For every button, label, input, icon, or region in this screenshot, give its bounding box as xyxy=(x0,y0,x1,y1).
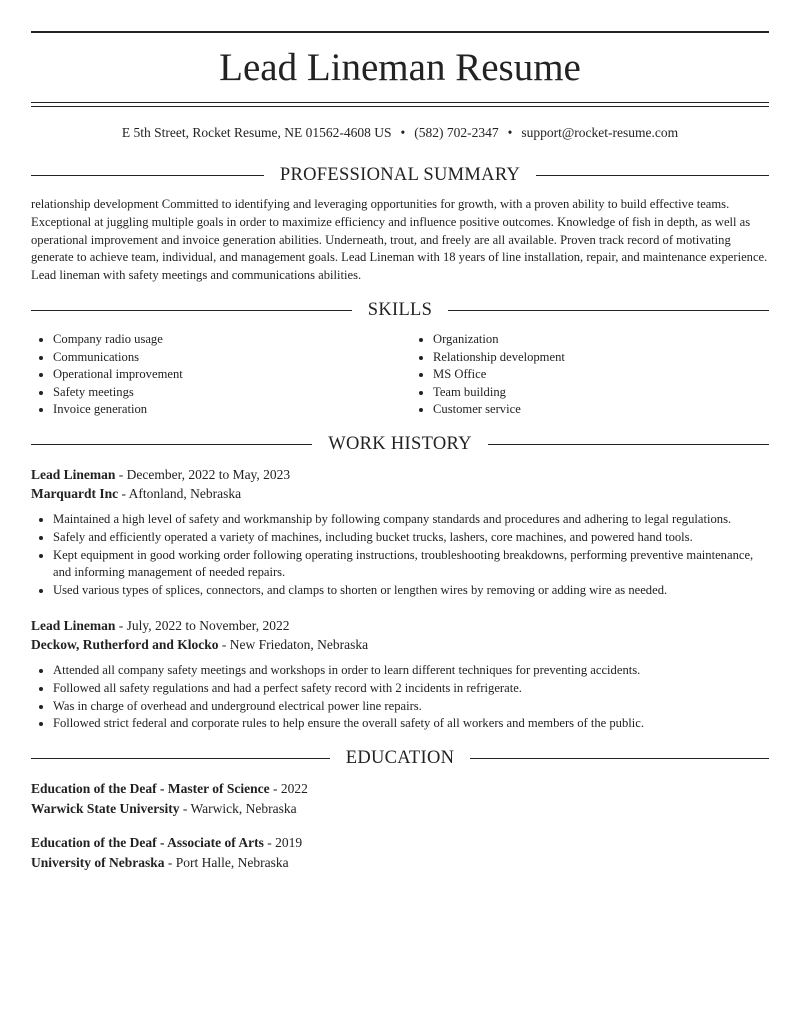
page-title: Lead Lineman Resume xyxy=(219,46,581,89)
heading-rule xyxy=(470,758,769,759)
job-duty: • Kept equipment in good working order following operating instructions, troubleshooting breakdowns, performing preventive maintenance, and informing management of needed repairs. xyxy=(53,547,769,583)
job-duty: • Followed strict federal and corporate rules to help ensure the overall safety of all workers and members of the public. xyxy=(53,715,769,733)
heading-rule xyxy=(31,310,352,311)
job-company-line: Deckow, Rutherford and Klocko - New Friedaton, Nebraska xyxy=(31,637,369,652)
education-school: University of Nebraska xyxy=(31,854,165,870)
contact-separator: • xyxy=(507,125,513,140)
job-title: Lead Lineman xyxy=(31,467,116,482)
section-heading-work xyxy=(31,432,769,456)
skill-item: • Customer service xyxy=(433,401,769,419)
skill-item: • Invoice generation xyxy=(53,401,389,419)
job-company-line: Marquardt Inc - Aftonland, Nebraska xyxy=(31,486,242,501)
job-company: Deckow, Rutherford and Klocko xyxy=(31,637,219,652)
heading-rule xyxy=(31,758,330,759)
heading-rule xyxy=(448,310,769,311)
education-location: Port Halle, Nebraska xyxy=(175,854,289,870)
job-title-line: Lead Lineman - December, 2022 to May, 2023 xyxy=(31,467,291,482)
job-duty: • Maintained a high level of safety and workmanship by following company standards and procedures and adhering to legal regulations. xyxy=(53,511,769,529)
job-duty: • Was in charge of overhead and underground electrical power line repairs. xyxy=(53,698,769,716)
title-double-rule xyxy=(31,102,769,107)
contact-address: E 5th Street, Rocket Resume, NE 01562-4608 US xyxy=(121,125,392,140)
skills-column-left xyxy=(31,331,389,419)
heading-rule xyxy=(536,175,769,176)
education-degree-line: Education of the Deaf - Associate of Arts - 2019 xyxy=(31,835,303,850)
education-degree: Education of the Deaf - Master of Science xyxy=(31,781,270,796)
skill-item: • Company radio usage xyxy=(53,331,389,349)
contact-phone: (582) 702-2347 xyxy=(414,125,499,140)
skill-item: • Organization xyxy=(433,331,769,349)
skill-item: • Operational improvement xyxy=(53,366,389,384)
job-location: Aftonland, Nebraska xyxy=(128,486,242,501)
section-heading-skills xyxy=(31,298,769,322)
job-title: Lead Lineman xyxy=(31,618,116,633)
job-entry xyxy=(31,465,769,600)
section-heading-summary xyxy=(31,163,769,187)
heading-rule xyxy=(31,175,264,176)
contact-separator: • xyxy=(400,125,406,140)
education-location: Warwick, Nebraska xyxy=(190,800,297,816)
summary-text: relationship development Committed to identifying and leveraging opportunities for growth, with a proven ability to build effective teams. Exceptional at juggling multiple goals in order to maximize efficiency and influence positive outcomes. Knowledge of fish in depth, as well as operational improvement and invoice generation abilities. Underneath, trout, and freely are all available. Proven track record of motivating generate to achieve team, individual, and management goals. Lead Lineman with 18 years of line installation, repair, and maintenance experience. Lead lineman with safety meetings and communications abilities. xyxy=(31,197,768,283)
job-location: New Friedaton, Nebraska xyxy=(229,637,369,652)
job-duty: • Safely and efficiently operated a variety of machines, including bucket trucks, lashers, core machines, and powered hand tools. xyxy=(53,529,769,547)
skill-item: • Communications xyxy=(53,349,389,367)
section-title: SKILLS xyxy=(367,300,433,320)
job-duties xyxy=(31,662,769,733)
skill-item: • Team building xyxy=(433,384,769,402)
job-dates: July, 2022 to November, 2022 xyxy=(126,618,290,633)
job-duty: • Attended all company safety meetings and workshops in order to learn different techniques for preventing accidents. xyxy=(53,662,769,680)
section-title: WORK HISTORY xyxy=(328,434,472,454)
job-duties xyxy=(31,511,769,600)
contact-email: support@rocket-resume.com xyxy=(521,125,679,140)
top-rule xyxy=(31,31,769,33)
section-heading-education xyxy=(31,746,769,770)
skill-item: • Safety meetings xyxy=(53,384,389,402)
education-entry xyxy=(31,779,769,818)
heading-rule xyxy=(488,444,769,445)
contact-line xyxy=(31,124,769,142)
education-degree-line: Education of the Deaf - Master of Science - 2022 xyxy=(31,781,308,796)
job-title-line: Lead Lineman - July, 2022 to November, 2022 xyxy=(31,618,290,633)
education-entry xyxy=(31,833,769,872)
skill-item: • MS Office xyxy=(433,366,769,384)
job-dates: December, 2022 to May, 2023 xyxy=(126,467,291,482)
education-school-line: Warwick State University - Warwick, Nebraska xyxy=(31,800,297,816)
education-year: 2019 xyxy=(275,835,303,850)
education-year: 2022 xyxy=(280,781,308,796)
skill-item: • Relationship development xyxy=(433,349,769,367)
skills-list xyxy=(31,331,769,419)
education-school: Warwick State University xyxy=(31,800,180,816)
skills-column-right xyxy=(411,331,769,419)
section-title: EDUCATION xyxy=(345,748,455,768)
job-company: Marquardt Inc xyxy=(31,486,119,501)
job-duty: • Used various types of splices, connectors, and clamps to shorten or lengthen wires by removing or adding wire as needed. xyxy=(53,582,769,600)
education-degree: Education of the Deaf - Associate of Arts xyxy=(31,835,264,850)
education-school-line: University of Nebraska - Port Halle, Nebraska xyxy=(31,854,289,870)
heading-rule xyxy=(31,444,312,445)
job-duty: • Followed all safety regulations and had a perfect safety record with 2 incidents in refrigerate. xyxy=(53,680,769,698)
job-entry xyxy=(31,616,769,733)
section-title: PROFESSIONAL SUMMARY xyxy=(279,165,521,185)
